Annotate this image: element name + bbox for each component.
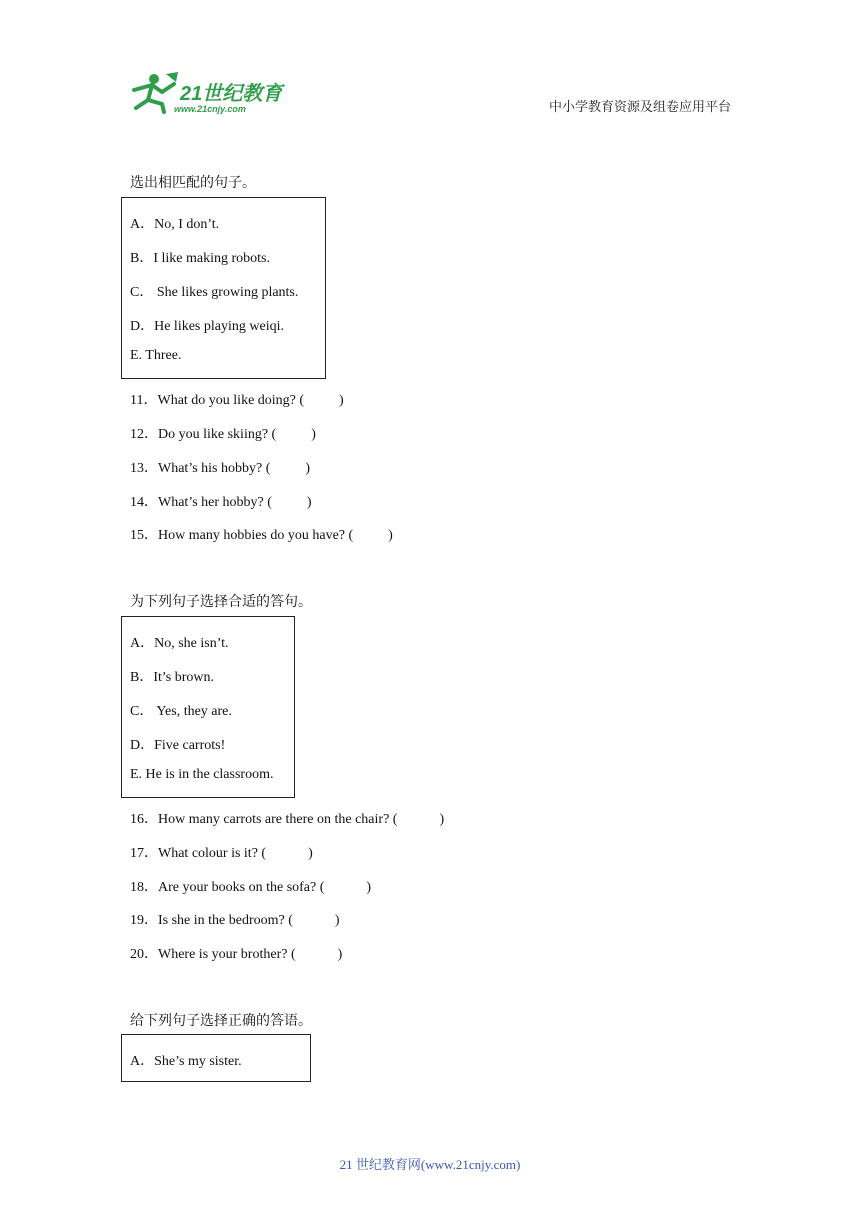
option-d: D．He likes playing weiqi. [130, 319, 284, 334]
section-1-title: 选出相匹配的句子。 [130, 176, 256, 191]
option-c: C． Yes, they are. [130, 704, 232, 719]
footer-text: 21 世纪教育网(www.21cnjy.com) [339, 1157, 521, 1172]
question-13: 13．What’s his hobby? ( ) [130, 461, 311, 476]
option-a: A．No, she isn’t. [130, 636, 229, 651]
runner-icon [122, 70, 292, 116]
brand-logo [122, 70, 292, 116]
option-a: A．She’s my sister. [130, 1054, 242, 1069]
question-18: 18．Are your books on the sofa? ( ) [130, 880, 372, 895]
section-1-options-box [121, 197, 326, 379]
option-d: D．Five carrots! [130, 738, 226, 753]
section-2-title: 为下列句子选择合适的答句。 [130, 595, 312, 610]
option-a: A．No, I don’t. [130, 217, 220, 232]
logo-main-text: 21世纪教育 [180, 83, 283, 105]
question-11: 11．What do you like doing? ( ) [130, 393, 344, 408]
question-14: 14．What’s her hobby? ( ) [130, 495, 312, 510]
option-e: E. Three. [130, 348, 182, 363]
question-16: 16．How many carrots are there on the chair? ( ) [130, 812, 445, 827]
option-c: C． She likes growing plants. [130, 285, 299, 300]
option-e: E. He is in the classroom. [130, 767, 274, 782]
header-platform-text: 中小学教育资源及组卷应用平台 [549, 99, 732, 114]
section-3-options-box [121, 1034, 311, 1082]
question-19: 19．Is she in the bedroom? ( ) [130, 913, 340, 928]
question-17: 17．What colour is it? ( ) [130, 846, 313, 861]
question-12: 12．Do you like skiing? ( ) [130, 427, 316, 442]
option-b: B．I like making robots. [130, 251, 270, 266]
option-b: B．It’s brown. [130, 670, 214, 685]
logo-url-text: www.21cnjy.com [174, 104, 246, 114]
section-2-options-box [121, 616, 295, 798]
section-3-title: 给下列句子选择正确的答语。 [130, 1014, 312, 1029]
question-20: 20．Where is your brother? ( ) [130, 947, 343, 962]
question-15: 15．How many hobbies do you have? ( ) [130, 528, 393, 543]
